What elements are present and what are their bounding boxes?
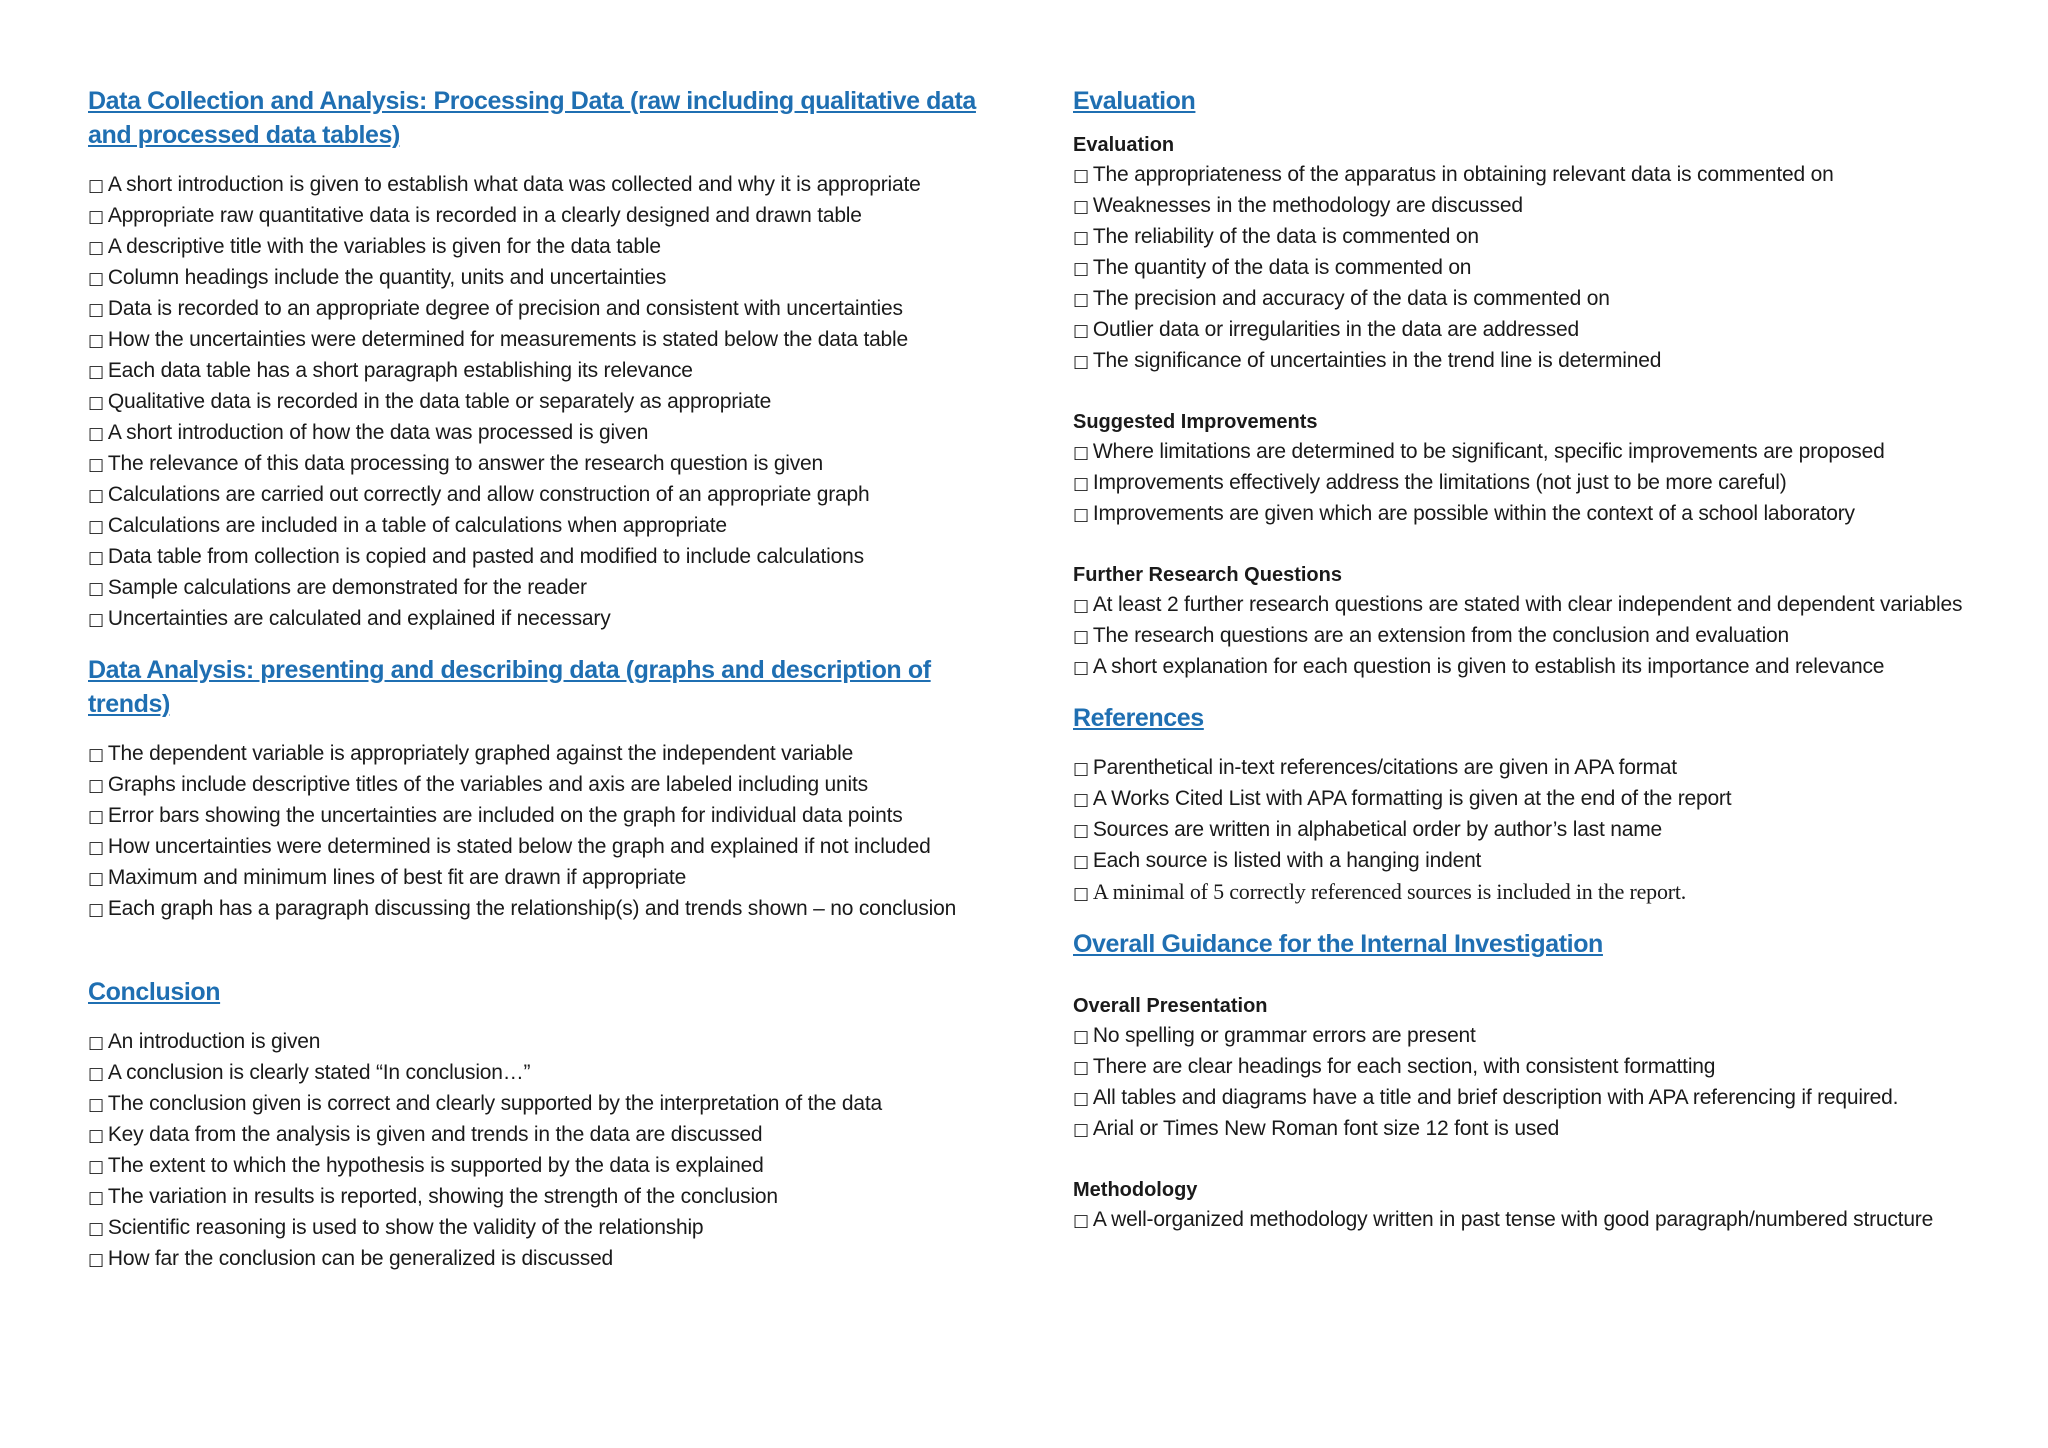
- improvements-checklist: [1073, 437, 2003, 530]
- checklist-item: □ Sample calculations are demonstrated for the reader: [88, 576, 587, 599]
- checklist-item: □ Each source is listed with a hanging indent: [1073, 849, 1482, 872]
- checklist-item: □ The relevance of this data processing to answer the research question is given: [88, 452, 824, 475]
- overall-guidance-section-title: Overall Guidance for the Internal Investigation: [1073, 930, 1603, 958]
- checkbox-icon: □: [88, 869, 104, 889]
- checklist-item: □ Calculations are included in a table of calculations when appropriate: [88, 514, 727, 537]
- checkbox-icon: □: [88, 362, 104, 382]
- checkbox-icon: □: [1073, 352, 1089, 372]
- checkbox-icon: □: [1073, 290, 1089, 310]
- checkbox-icon: □: [88, 1188, 104, 1208]
- checklist-item: □ Appropriate raw quantitative data is recorded in a clearly designed and drawn table: [88, 204, 862, 227]
- checklist-item: □ The quantity of the data is commented on: [1073, 256, 1472, 279]
- checkbox-icon: □: [88, 807, 104, 827]
- checklist-item: □ The appropriateness of the apparatus in obtaining relevant data is commented on: [1073, 163, 1834, 186]
- checklist-item: □ Error bars showing the uncertainties are included on the graph for individual data points: [88, 804, 903, 827]
- checkbox-icon: □: [88, 486, 104, 506]
- checklist-item: □ Improvements are given which are possible within the context of a school laboratory: [1073, 502, 1855, 525]
- checklist-item: □ There are clear headings for each section, with consistent formatting: [1073, 1055, 1716, 1078]
- checkbox-icon: □: [1073, 1120, 1089, 1140]
- research-questions-checklist: [1073, 590, 2003, 683]
- checklist-item: □ Data is recorded to an appropriate degree of precision and consistent with uncertainties: [88, 297, 903, 320]
- checkbox-icon: □: [1073, 1211, 1089, 1231]
- checkbox-icon: □: [88, 455, 104, 475]
- checklist-item: □ The reliability of the data is commented on: [1073, 225, 1479, 248]
- checklist-item: □ Sources are written in alphabetical order by author’s last name: [1073, 818, 1662, 841]
- checkbox-icon: □: [88, 745, 104, 765]
- checkbox-icon: □: [1073, 790, 1089, 810]
- further-research-subheading: Further Research Questions: [1073, 564, 1342, 586]
- checkbox-icon: □: [88, 838, 104, 858]
- overall-presentation-subheading: Overall Presentation: [1073, 995, 1268, 1017]
- checklist-item: □ Maximum and minimum lines of best fit are drawn if appropriate: [88, 866, 687, 889]
- left-column: [88, 84, 1008, 1275]
- checkbox-icon: □: [88, 1219, 104, 1239]
- checklist-item: □ Calculations are carried out correctly and allow construction of an appropriate graph: [88, 483, 870, 506]
- checklist-item: □ At least 2 further research questions are stated with clear independent and dependent variables: [1073, 593, 1963, 616]
- checklist-item: □ A Works Cited List with APA formatting is given at the end of the report: [1073, 787, 1732, 810]
- checklist-item: □ A short explanation for each question is given to establish its importance and relevance: [1073, 655, 1885, 678]
- checklist-item: □ Improvements effectively address the limitations (not just to be more careful): [1073, 471, 1787, 494]
- checkbox-icon: □: [88, 610, 104, 630]
- checkbox-icon: □: [88, 517, 104, 537]
- checkbox-icon: □: [1073, 1058, 1089, 1078]
- checkbox-icon: □: [88, 207, 104, 227]
- checkbox-icon: □: [1073, 443, 1089, 463]
- checklist-item: □ The dependent variable is appropriately graphed against the independent variable: [88, 742, 854, 765]
- checkbox-icon: □: [1073, 474, 1089, 494]
- checklist-item: □ The significance of uncertainties in the trend line is determined: [1073, 349, 1662, 372]
- checkbox-icon: □: [88, 331, 104, 351]
- checklist-item: □ A well-organized methodology written in past tense with good paragraph/numbered structure: [1073, 1208, 1934, 1231]
- checkbox-icon: □: [88, 1033, 104, 1053]
- checklist-item: □ Qualitative data is recorded in the data table or separately as appropriate: [88, 390, 772, 413]
- checkbox-icon: □: [1073, 884, 1089, 904]
- methodology-subheading: Methodology: [1073, 1179, 1198, 1201]
- checklist-item: □ Each graph has a paragraph discussing the relationship(s) and trends shown – no conclusion: [88, 897, 957, 920]
- checklist-item: □ How far the conclusion can be generalized is discussed: [88, 1247, 614, 1270]
- processing-checklist: [88, 170, 1008, 635]
- references-checklist: [1073, 753, 2003, 909]
- checkbox-icon: □: [1073, 821, 1089, 841]
- evaluation-checklist: [1073, 160, 2003, 377]
- checkbox-icon: □: [88, 238, 104, 258]
- checkbox-icon: □: [1073, 627, 1089, 647]
- checklist-item: □ Each data table has a short paragraph establishing its relevance: [88, 359, 693, 382]
- checkbox-icon: □: [1073, 596, 1089, 616]
- checkbox-icon: □: [88, 1126, 104, 1146]
- checklist-item: □ Graphs include descriptive titles of the variables and axis are labeled including units: [88, 773, 868, 796]
- conclusion-section-title: Conclusion: [88, 978, 221, 1006]
- checkbox-icon: □: [1073, 166, 1089, 186]
- checklist-item: □ An introduction is given: [88, 1030, 321, 1053]
- checklist-item: □ Data table from collection is copied and pasted and modified to include calculations: [88, 545, 864, 568]
- checkbox-icon: □: [88, 579, 104, 599]
- checklist-item: □ All tables and diagrams have a title and brief description with APA referencing if required.: [1073, 1086, 1899, 1109]
- checklist-item: □ The conclusion given is correct and clearly supported by the interpretation of the data: [88, 1092, 882, 1115]
- checkbox-icon: □: [88, 424, 104, 444]
- checklist-item: □ The research questions are an extension from the conclusion and evaluation: [1073, 624, 1790, 647]
- right-column: [1073, 84, 2003, 1236]
- checklist-item: □ Scientific reasoning is used to show the validity of the relationship: [88, 1216, 704, 1239]
- checkbox-icon: □: [1073, 658, 1089, 678]
- checkbox-icon: □: [1073, 505, 1089, 525]
- checklist-item: □ Key data from the analysis is given and trends in the data are discussed: [88, 1123, 763, 1146]
- checklist-item: □ A descriptive title with the variables is given for the data table: [88, 235, 661, 258]
- references-section-title: References: [1073, 704, 1204, 732]
- evaluation-section-title: Evaluation: [1073, 87, 1196, 115]
- checklist-item: □ Parenthetical in-text references/citations are given in APA format: [1073, 756, 1677, 779]
- presentation-checklist: [1073, 1021, 2003, 1145]
- checklist-item: □ The variation in results is reported, showing the strength of the conclusion: [88, 1185, 778, 1208]
- checklist-item: □ Column headings include the quantity, units and uncertainties: [88, 266, 667, 289]
- checkbox-icon: □: [88, 900, 104, 920]
- checklist-item: □ No spelling or grammar errors are present: [1073, 1024, 1476, 1047]
- checklist-item: □ The precision and accuracy of the data is commented on: [1073, 287, 1610, 310]
- checkbox-icon: □: [88, 548, 104, 568]
- checkbox-icon: □: [88, 1095, 104, 1115]
- checkbox-icon: □: [88, 300, 104, 320]
- checklist-item: □ A short introduction of how the data was processed is given: [88, 421, 649, 444]
- checklist-item: □ Where limitations are determined to be significant, specific improvements are proposed: [1073, 440, 1885, 463]
- checklist-item: □ The extent to which the hypothesis is supported by the data is explained: [88, 1154, 764, 1177]
- checkbox-icon: □: [1073, 852, 1089, 872]
- checklist-item: □ How the uncertainties were determined for measurements is stated below the data table: [88, 328, 908, 351]
- evaluation-subheading: Evaluation: [1073, 134, 1175, 156]
- checkbox-icon: □: [1073, 1089, 1089, 1109]
- checkbox-icon: □: [1073, 321, 1089, 341]
- presenting-section-title: Data Analysis: presenting and describing data (graphs and description of trends): [88, 656, 931, 718]
- checklist-item: □ A minimal of 5 correctly referenced sources is included in the report.: [1073, 879, 1687, 904]
- checkbox-icon: □: [88, 393, 104, 413]
- checkbox-icon: □: [88, 269, 104, 289]
- checklist-item: □ Uncertainties are calculated and explained if necessary: [88, 607, 611, 630]
- checklist-item: □ Outlier data or irregularities in the data are addressed: [1073, 318, 1579, 341]
- checkbox-icon: □: [1073, 228, 1089, 248]
- checkbox-icon: □: [88, 1250, 104, 1270]
- checklist-item: □ How uncertainties were determined is stated below the graph and explained if not included: [88, 835, 931, 858]
- checkbox-icon: □: [1073, 197, 1089, 217]
- methodology-checklist: [1073, 1205, 2003, 1236]
- checkbox-icon: □: [1073, 259, 1089, 279]
- checklist-item: □ Arial or Times New Roman font size 12 font is used: [1073, 1117, 1560, 1140]
- conclusion-checklist: [88, 1027, 1008, 1275]
- checkbox-icon: □: [88, 776, 104, 796]
- suggested-improvements-subheading: Suggested Improvements: [1073, 411, 1318, 433]
- checklist-item: □ A conclusion is clearly stated “In conclusion…”: [88, 1061, 531, 1084]
- checkbox-icon: □: [88, 1157, 104, 1177]
- checkbox-icon: □: [1073, 1027, 1089, 1047]
- presenting-checklist: [88, 739, 1008, 925]
- checkbox-icon: □: [88, 176, 104, 196]
- checklist-item: □ Weaknesses in the methodology are discussed: [1073, 194, 1523, 217]
- checkbox-icon: □: [88, 1064, 104, 1084]
- checklist-item: □ A short introduction is given to establish what data was collected and why it is appropriate: [88, 173, 921, 196]
- processing-section-title: Data Collection and Analysis: Processing Data (raw including qualitative data and processed data tables): [88, 87, 976, 149]
- checkbox-icon: □: [1073, 759, 1089, 779]
